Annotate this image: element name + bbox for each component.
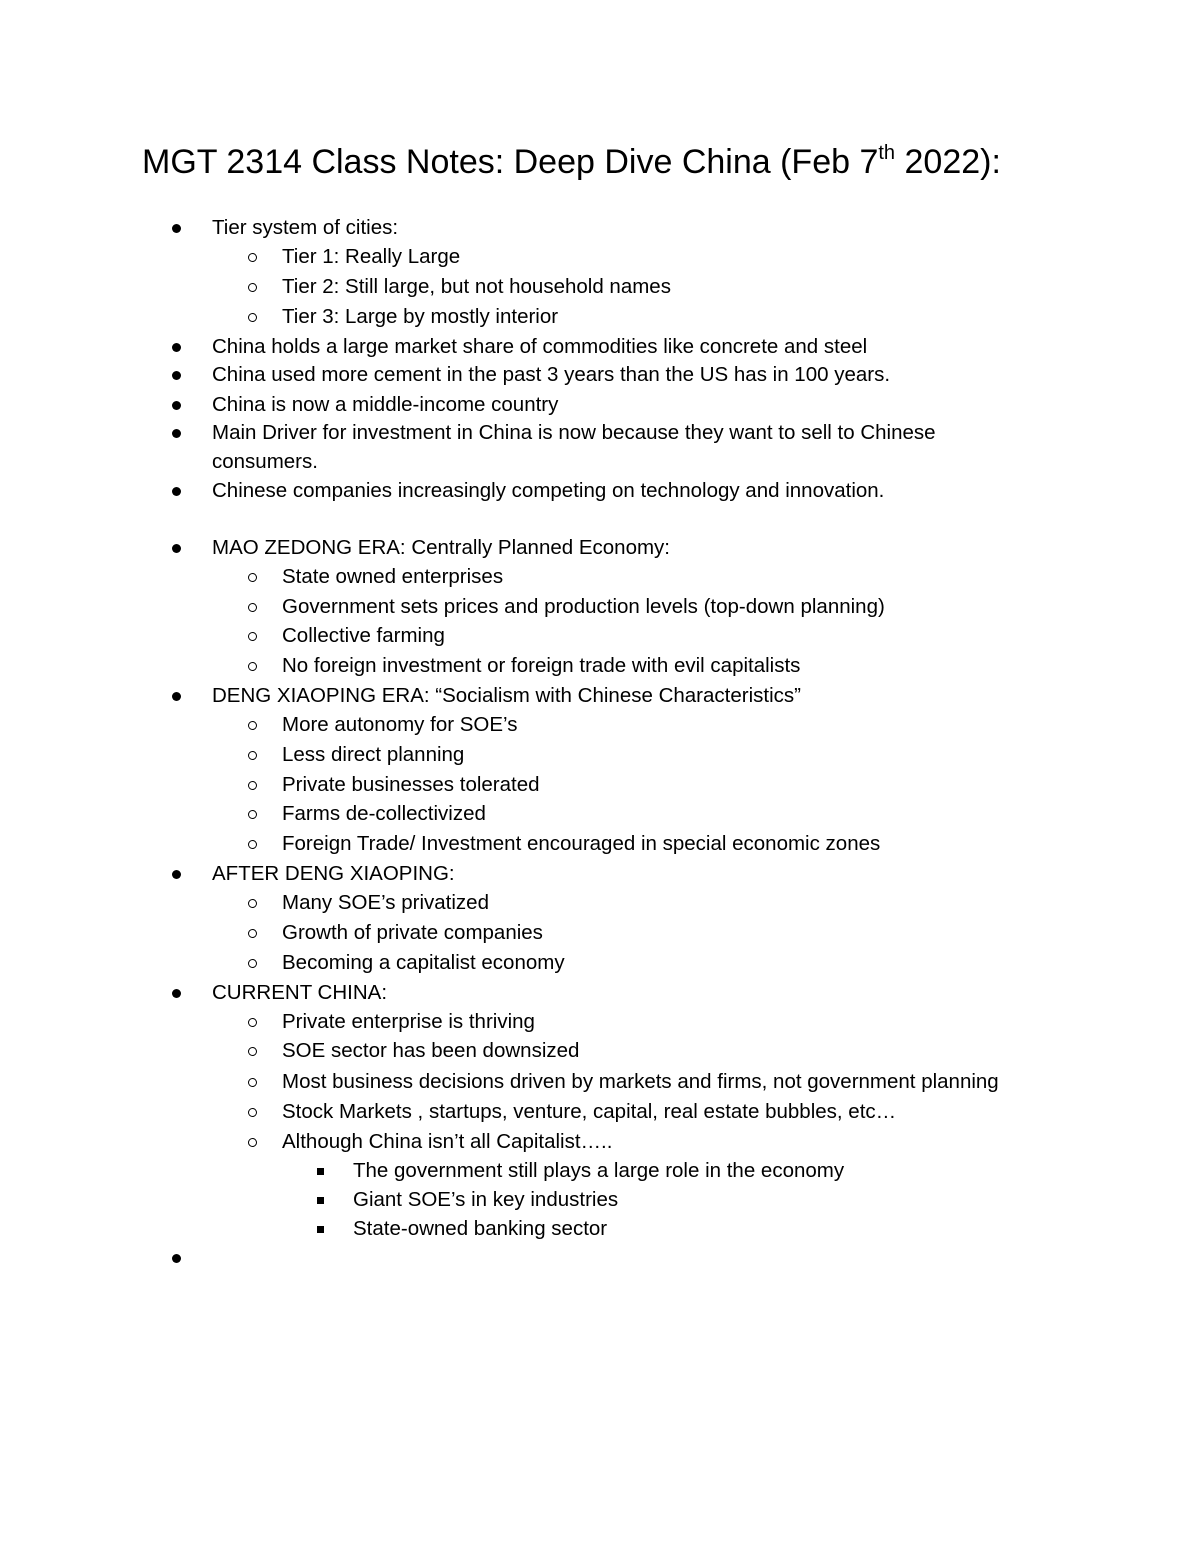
bullet-square-icon [317,1157,324,1185]
sub-bullet-item: SOE sector has been downsized [282,1039,580,1062]
sub-bullet-item: More autonomy for SOE’s [282,713,518,736]
sub-bullet-item: Tier 3: Large by mostly interior [282,305,559,328]
sub-sub-bullet-item: State-owned banking sector [353,1217,608,1240]
bullet-circle-icon [248,949,257,977]
bullet-circle-icon [248,622,257,650]
title-superscript: th [878,141,896,164]
bullet-circle-icon [248,889,257,917]
bullet-item: AFTER DENG XIAOPING: [212,862,455,885]
bullet-circle-icon [248,273,257,301]
title-main: MGT 2314 Class Notes: Deep Dive China (Feb 7 [142,143,879,181]
sub-bullet-item: Less direct planning [282,743,465,766]
bullet-disc-icon [172,860,181,888]
bullet-circle-icon [248,1068,257,1096]
bullet-disc-icon [172,477,181,505]
bullet-item: CURRENT CHINA: [212,981,388,1004]
bullet-circle-icon [248,800,257,828]
bullet-circle-icon [248,1037,257,1065]
sub-bullet-item: Although China isn’t all Capitalist….. [282,1130,613,1153]
bullet-disc-icon [172,682,181,710]
bullet-circle-icon [248,1128,257,1156]
title-end: 2022): [895,143,1001,181]
bullet-disc-icon [172,534,181,562]
bullet-continuation: consumers. [212,450,318,473]
bullet-circle-icon [248,1008,257,1036]
bullet-item: Tier system of cities: [212,216,399,239]
bullet-circle-icon [248,243,257,271]
sub-bullet-item: Many SOE’s privatized [282,891,489,914]
bullet-circle-icon [248,711,257,739]
bullet-circle-icon [248,830,257,858]
bullet-disc-icon [172,391,181,419]
sub-bullet-item: Farms de-collectivized [282,802,486,825]
sub-bullet-item: Private enterprise is thriving [282,1010,535,1033]
sub-bullet-item: Most business decisions driven by markets and firms, not government planning [282,1070,999,1093]
sub-sub-bullet-item: Giant SOE’s in key industries [353,1188,619,1211]
sub-bullet-item: Stock Markets , startups, venture, capital, real estate bubbles, etc… [282,1100,897,1123]
sub-bullet-item: Growth of private companies [282,921,543,944]
page-title [142,140,1001,184]
bullet-item: MAO ZEDONG ERA: Centrally Planned Economy: [212,536,670,559]
bullet-item: DENG XIAOPING ERA: “Socialism with Chinese Characteristics” [212,684,801,707]
bullet-circle-icon [248,303,257,331]
sub-bullet-item: State owned enterprises [282,565,504,588]
bullet-disc-icon [172,419,181,447]
bullet-disc-icon [172,1244,181,1272]
bullet-item: China holds a large market share of commodities like concrete and steel [212,335,868,358]
bullet-square-icon [317,1215,324,1243]
bullet-circle-icon [248,652,257,680]
bullet-disc-icon [172,361,181,389]
sub-bullet-item: No foreign investment or foreign trade with evil capitalists [282,654,801,677]
bullet-circle-icon [248,771,257,799]
bullet-circle-icon [248,593,257,621]
bullet-disc-icon [172,214,181,242]
bullet-circle-icon [248,1098,257,1126]
sub-bullet-item: Tier 1: Really Large [282,245,461,268]
sub-bullet-item: Tier 2: Still large, but not household names [282,275,671,298]
sub-bullet-item: Private businesses tolerated [282,773,540,796]
sub-bullet-item: Collective farming [282,624,445,647]
bullet-item: China used more cement in the past 3 years than the US has in 100 years. [212,363,891,386]
bullet-circle-icon [248,563,257,591]
bullet-item: Main Driver for investment in China is now because they want to sell to Chinese [212,421,936,444]
bullet-disc-icon [172,333,181,361]
bullet-circle-icon [248,919,257,947]
sub-bullet-item: Government sets prices and production levels (top-down planning) [282,595,885,618]
sub-bullet-item: Foreign Trade/ Investment encouraged in special economic zones [282,832,881,855]
bullet-item: China is now a middle-income country [212,393,559,416]
bullet-disc-icon [172,979,181,1007]
sub-bullet-item: Becoming a capitalist economy [282,951,565,974]
sub-sub-bullet-item: The government still plays a large role in the economy [353,1159,845,1182]
bullet-square-icon [317,1186,324,1214]
bullet-item: Chinese companies increasingly competing on technology and innovation. [212,479,885,502]
bullet-circle-icon [248,741,257,769]
